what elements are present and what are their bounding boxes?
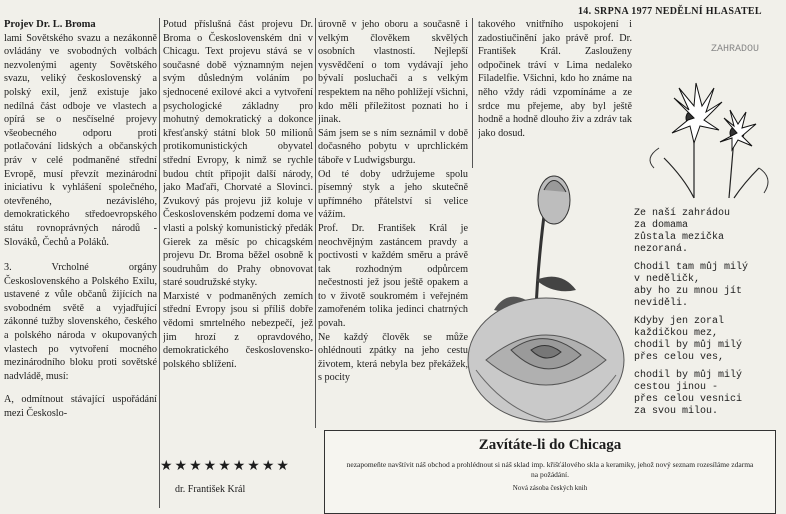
paragraph: Marxisté v podmaněných zemích střední Evropy jsou si příliš dobře vědomi smrtelného nebezpečí, jež jim hrozí z opravdového, demokratického československo-polského sblížení. [163,290,313,370]
paragraph: úrovně v jeho oboru a současně i velkým člověkem skvělých osobních vlastností. Nejlepší vysvědčení o tom vydávají jeho bývalí posluchači a s velkým respektem na něho pohlížejí všichni, kdo měli příležitost poznati ho i jinak. [318,19,468,126]
poem-line: v neděličk, [634,274,701,285]
poem-line: Kdyby jen zoral [634,316,725,327]
column-2 [163,18,313,486]
paragraph: Prof. Dr. František Král je neochvějným zastáncem pravdy a poctivosti v každém směru a právě tak rozhodným odpůrcem nečestnosti jež jsou ještě opakem a to v životě soukromém i veřejném zamořeném tolika jedinci chatrných povah. [318,222,468,330]
ad-subtext: Nová zásoba českých knih [512,484,588,492]
poem-line: každičkou mez, [634,328,719,339]
paragraph: Od té doby udržujeme spolu písemný styk a jeho skutečně upřímného přátelství si velice vážím. [318,168,468,221]
poem-line: za svou milou. [634,406,719,417]
rose-illustration [466,170,628,426]
author-signature: dr. František Král [175,484,246,495]
paragraph: A, odmítnout stávající uspořádání mezi Českoslo- [4,394,157,420]
article-heading: Projev Dr. L. Broma [4,19,96,30]
poem-line: Ze naší zahrádou [634,208,731,219]
column-3 [318,18,468,426]
advertisement-box [324,430,776,514]
date-header: 14. SRPNA 1977 NEDĚLNÍ HLASATEL [578,6,762,17]
column-divider [472,18,473,168]
poem-line: cestou jinou - [634,382,719,393]
poem-line: přes celou vesnici [634,394,743,405]
paragraph: 3. Vrcholné orgány Československého a Polského Exilu, ustavené z vůle občanů žijících na svobodném světě a vyjadřující zákonné tužby slovenského, českého a polského národa v okupovaných vlastech po vytvoření mocného mezinárodního bloku proti sovětské nadvládě, musí: [4,262,157,382]
poem [634,208,779,424]
poem-line: chodil by můj milý [634,340,743,351]
flower-illustration [634,18,779,206]
poem-line: neviděli. [634,298,689,309]
poem-title: ZAHRADOU [710,44,759,55]
paragraph: takového vnitřního uspokojení i zadostiučinění jako právě prof. Dr. František Král. Zaslouženy odpočinek tráví v Lima nedaleko Filadelfie. Všichni, kdo ho známe na něho vždy rádi vzpomínáme a ze srdce mu přejeme, aby byl ještě hodně a hodně dlouho živ a zdráv tak jako dosud. [478,19,632,139]
poem-line: za domama [634,220,689,231]
poem-line: nezoraná. [634,244,689,255]
poem-line: aby ho zu mnou jít [634,286,743,297]
column-1 [4,18,157,510]
column-divider [159,18,160,508]
paragraph: Potud příslušná část projevu Dr. Broma o Československém dni v Chicagu. Text projevu stává se v současné době významným nejen svým důsledným voláním po sjednocené exilové akci a vytvoření psychologické základny pro mohutný demokratický a dokonce křesťanský státní blok 50 milionů protikomunistických obyvatel střední Evropy, k nimž se rychle budou chtít připojit další národy, jako Maďaři, Chorvaté a Slovinci. Zvukový pás projevu již koluje v Československém podzemí doma ve vlasti a polský komunistický předák Gierek za měsíc po chicagském projevu Dr. Broma běžel osobně k soudruhům do Prahy obnovovat staré soudružské styky. [163,19,313,289]
poem-line: zůstala mezička [634,232,725,243]
column-divider [315,18,316,428]
poem-line: chodil by můj milý [634,370,743,381]
poem-line: Chodil tam můj milý [634,262,749,273]
column-4 [478,18,632,183]
star-divider: ★★★★★★★★★ [160,459,291,474]
paragraph: Ne každý člověk se může ohlédnouti zpátky na jeho cestu životem, která nebyla bez překážek, s pocity [318,331,468,384]
ad-title: Zavítáte-li do Chicaga [478,437,622,453]
poem-line: přes celou ves, [634,352,725,363]
ad-text: nezapomeňte navštívit náš obchod a prohlédnout si náš sklad imp. křišťálového skla a keramiky, jehož nový seznam rozesíláme zdarma na požádání. [346,460,754,479]
paragraph: Sám jsem se s ním seznámil v době dočasného pobytu v uprchlickém táboře v Ludwigsburgu. [318,127,468,166]
paragraph: lami Sovětského svazu a nezákonně ovládány ve svobodných volbách nezvolenými agenty Sovětského svazu, veliký československý a polský exil, jenž existuje jako nedílná část odboje ve vlastech a opírá se o nesčíselné projevy všeobecného odporu proti potlačování lidských a občanských práv v celé podmaněné střední Evropě, musí převzít mezinárodní iniciativu k vyhlášení společného, otevřeného, nezávislého, demokratického středoevropského státu rovnoprávných národů - Slováků, Čechů a Poláků. [4,32,157,248]
